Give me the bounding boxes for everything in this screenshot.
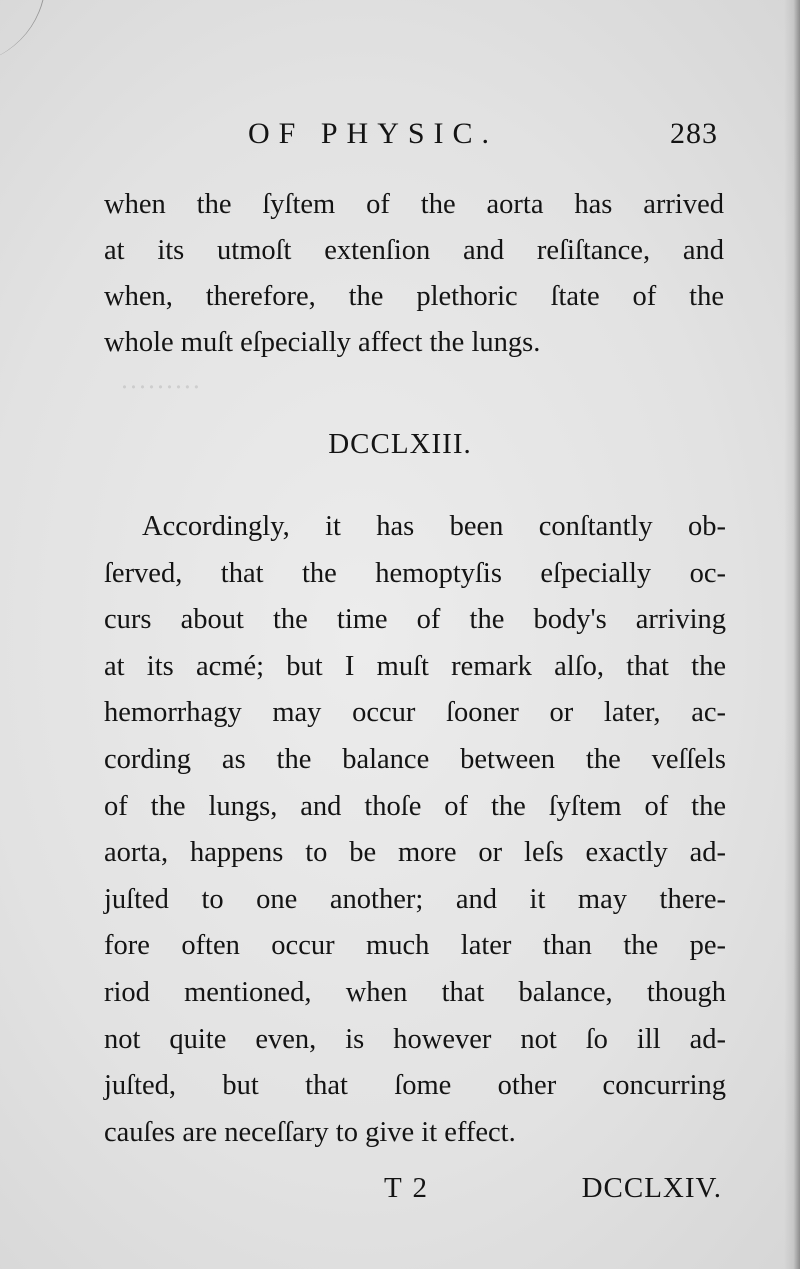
section-heading: DCCLXIII.	[328, 428, 472, 460]
text-line-content: Accordingly, it has been conſtantly ob-	[142, 511, 726, 542]
text-line: juſted, but that ſome other concurring	[104, 1070, 726, 1102]
text-line: riod mentioned, when that balance, though	[104, 976, 726, 1008]
text-line: whole muſt eſpecially affect the lungs.	[104, 327, 541, 358]
text-line: ſerved, that the hemoptyſis eſpecially oc-	[104, 557, 726, 589]
text-line: hemorrhagy may occur ſooner or later, ac-	[104, 697, 726, 729]
text-line: cauſes are neceſſary to give it effect.	[104, 1116, 516, 1148]
paragraph-1	[104, 182, 724, 366]
text-line: at its utmoſt extenſion and reſiſtance, and	[104, 235, 724, 266]
page-edge-shadow	[784, 0, 800, 1269]
text-line: juſted to one another; and it may there-	[104, 883, 726, 915]
text-line: of the lungs, and thoſe of the ſyſtem of the	[104, 790, 726, 822]
paragraph-2	[104, 504, 726, 1156]
text-line: aorta, happens to be more or leſs exactly ad-	[104, 837, 726, 869]
catchword: DCCLXIV.	[581, 1172, 722, 1204]
page-corner-curl	[0, 0, 46, 65]
text-line: cording as the balance between the veſſels	[104, 743, 726, 775]
running-head: OF PHYSIC.	[248, 117, 499, 150]
text-line: when, therefore, the plethoric ſtate of the	[104, 281, 724, 312]
text-line: curs about the time of the body's arriving	[104, 604, 726, 636]
page-number: 283	[670, 117, 718, 150]
text-line: at its acmé; but I muſt remark alſo, that the	[104, 650, 726, 682]
text-line-first	[104, 504, 726, 551]
signature-mark: T 2	[384, 1172, 429, 1204]
text-line: when the ſyſtem of the aorta has arrived	[104, 189, 724, 220]
text-line: not quite even, is however not ſo ill ad-	[104, 1023, 726, 1055]
text-line: fore often occur much later than the pe-	[104, 930, 726, 962]
page-header	[248, 112, 718, 156]
show-through-decoration: ·········	[120, 372, 201, 402]
